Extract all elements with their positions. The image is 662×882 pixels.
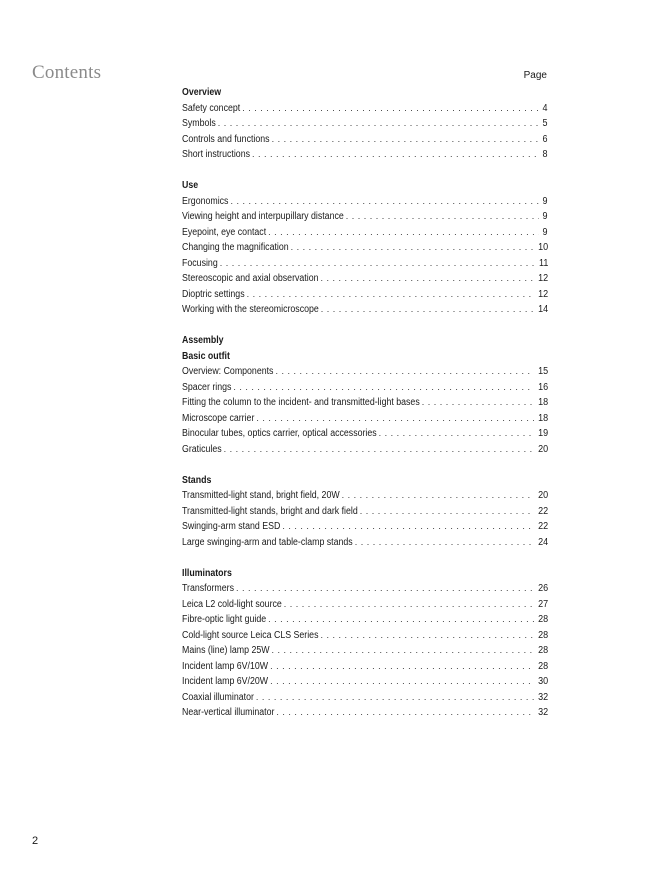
- toc-entry[interactable]: [182, 380, 548, 396]
- toc-entry-label: Transformers: [182, 583, 235, 594]
- dot-leader: [256, 411, 534, 427]
- toc-entry-label: Ergonomics: [182, 195, 229, 207]
- toc-entry-label-wrap: [182, 581, 234, 597]
- toc-entry-page: 18: [537, 397, 548, 408]
- dot-leader: [321, 302, 534, 318]
- toc-entry-label-wrap: [182, 597, 282, 613]
- toc-entry-label-wrap: [182, 194, 228, 210]
- toc-entry[interactable]: [182, 535, 548, 551]
- toc-entry-label: Transmitted-light stands, bright and dark field: [182, 505, 358, 517]
- toc-entry-page: 24: [537, 536, 548, 548]
- toc-entry-page: 14: [537, 304, 548, 315]
- toc-entry-page: 8: [542, 149, 548, 160]
- toc-entry[interactable]: [182, 519, 548, 535]
- dot-leader: [275, 364, 533, 380]
- section-title: Stands: [182, 474, 212, 486]
- toc-entry-page: 12: [537, 288, 548, 300]
- toc-entry-label-wrap: [182, 225, 266, 241]
- toc-section: [182, 473, 548, 551]
- dot-leader: [360, 504, 534, 520]
- toc-entry-label: Working with the stereomicroscope: [182, 304, 319, 315]
- toc-entry-label-wrap: [182, 364, 273, 380]
- toc-entry-label: Fibre-optic light guide: [182, 614, 267, 625]
- toc-entry-label-wrap: [182, 612, 266, 628]
- dot-leader: [282, 519, 534, 535]
- toc-entry[interactable]: [182, 643, 548, 659]
- dot-leader: [346, 209, 540, 225]
- toc-entry-page: 32: [537, 707, 548, 718]
- toc-entry-label-wrap: [182, 147, 250, 163]
- toc-entry-label-wrap: [182, 504, 358, 520]
- toc-entry-page: 16: [537, 381, 548, 393]
- toc-entry-page: 22: [537, 505, 548, 517]
- toc-entry[interactable]: [182, 302, 548, 318]
- toc-entry-label-wrap: [182, 519, 280, 535]
- dot-leader: [270, 674, 534, 690]
- toc-entry-label-wrap: [182, 132, 270, 148]
- dot-leader: [220, 256, 535, 272]
- toc-entry[interactable]: [182, 240, 548, 256]
- dot-leader: [342, 488, 534, 504]
- page-column-label: Page: [523, 70, 547, 81]
- page-number: 2: [32, 835, 39, 847]
- dot-leader: [247, 287, 534, 303]
- toc-entry-page: 18: [537, 412, 548, 424]
- toc-entry[interactable]: [182, 364, 548, 380]
- toc-section: [182, 566, 548, 721]
- page-title: Contents: [32, 62, 102, 83]
- toc-entry[interactable]: [182, 209, 548, 225]
- toc-entry-label: Dioptric settings: [182, 288, 245, 300]
- toc-entry[interactable]: [182, 612, 548, 628]
- toc-entry[interactable]: [182, 116, 548, 132]
- section-subtitle: Basic outfit: [182, 350, 230, 362]
- toc-entry[interactable]: [182, 426, 548, 442]
- toc-entry[interactable]: [182, 101, 548, 117]
- toc-entry-page: 11: [538, 257, 548, 269]
- section-title: Use: [182, 180, 199, 191]
- toc-entry-label: Near-vertical illuminator: [182, 707, 275, 718]
- dot-leader: [422, 395, 534, 411]
- dot-leader: [268, 612, 534, 628]
- toc-entry-label-wrap: [182, 411, 254, 427]
- toc-entry[interactable]: [182, 395, 548, 411]
- toc-entry-label-wrap: [182, 287, 245, 303]
- toc-entry[interactable]: [182, 194, 548, 210]
- toc-entry-page: 28: [537, 645, 548, 656]
- toc-entry-label: Focusing: [182, 257, 218, 269]
- toc-entry-page: 22: [537, 521, 548, 532]
- toc-entry-page: 28: [537, 614, 548, 625]
- toc-entry[interactable]: [182, 271, 548, 287]
- section-title: Assembly: [182, 335, 224, 346]
- toc-entry-label: Eyepoint, eye contact: [182, 226, 267, 238]
- toc-entry-label-wrap: [182, 628, 318, 644]
- toc-entry-page: 20: [537, 490, 548, 501]
- toc-entry-label-wrap: [182, 643, 270, 659]
- toc-entry-label: Stereoscopic and axial observation: [182, 273, 319, 284]
- dot-leader: [256, 690, 534, 706]
- dot-leader: [276, 705, 533, 721]
- toc-entry[interactable]: [182, 628, 548, 644]
- toc-entry-page: 5: [542, 118, 548, 129]
- toc-entry-label: Safety concept: [182, 102, 241, 114]
- toc-entry-label: Leica L2 cold-light source: [182, 598, 282, 610]
- toc-entry-label-wrap: [182, 690, 254, 706]
- dot-leader: [272, 643, 534, 659]
- toc-entry-label-wrap: [182, 395, 420, 411]
- toc-entry-page: 28: [537, 660, 548, 672]
- dot-leader: [320, 271, 533, 287]
- toc-entry-label: Binocular tubes, optics carrier, optical accessories: [182, 428, 377, 439]
- dot-leader: [268, 225, 539, 241]
- toc-entry-label: Graticules: [182, 443, 222, 455]
- toc-entry-label: Large swinging-arm and table-clamp stands: [182, 536, 353, 548]
- toc-entry-page: 9: [542, 226, 548, 238]
- toc-entry-page: 12: [537, 273, 548, 284]
- toc-section: [182, 333, 548, 457]
- toc-entry-label-wrap: [182, 116, 216, 132]
- toc-entry-page: 30: [537, 676, 548, 687]
- toc-entry-label-wrap: [182, 271, 318, 287]
- dot-leader: [284, 597, 534, 613]
- dot-leader: [270, 659, 534, 675]
- toc-entry-label-wrap: [182, 426, 377, 442]
- toc-entry-label: Transmitted-light stand, bright field, 20W: [182, 490, 340, 501]
- table-of-contents: [182, 85, 548, 736]
- toc-entry-label-wrap: [182, 659, 268, 675]
- toc-entry-label: Symbols: [182, 118, 216, 129]
- toc-entry-label: Microscope carrier: [182, 412, 255, 424]
- dot-leader: [233, 380, 533, 396]
- toc-entry-page: 15: [537, 366, 548, 377]
- toc-entry-label-wrap: [182, 380, 231, 396]
- toc-entry-page: 27: [537, 598, 548, 610]
- toc-entry-label: Fitting the column to the incident- and transmitted-light bases: [182, 397, 420, 408]
- toc-entry[interactable]: [182, 705, 548, 721]
- toc-entry-label-wrap: [182, 705, 274, 721]
- toc-entry[interactable]: [182, 147, 548, 163]
- toc-entry[interactable]: [182, 504, 548, 520]
- toc-entry-label-wrap: [182, 256, 218, 272]
- toc-entry-page: 4: [542, 102, 548, 114]
- toc-entry-label: Cold-light source Leica CLS Series: [182, 629, 319, 641]
- toc-entry[interactable]: [182, 287, 548, 303]
- toc-entry-label-wrap: [182, 674, 268, 690]
- toc-entry[interactable]: [182, 659, 548, 675]
- toc-entry-page: 19: [537, 428, 548, 439]
- toc-entry-label-wrap: [182, 442, 222, 458]
- toc-entry-page: 6: [542, 133, 548, 145]
- toc-entry-label: Short instructions: [182, 149, 250, 160]
- dot-leader: [291, 240, 534, 256]
- toc-entry[interactable]: [182, 581, 548, 597]
- section-title: Illuminators: [182, 567, 232, 579]
- toc-section: [182, 85, 548, 163]
- toc-entry[interactable]: [182, 442, 548, 458]
- toc-entry[interactable]: [182, 132, 548, 148]
- dot-leader: [272, 132, 540, 148]
- toc-entry[interactable]: [182, 488, 548, 504]
- section-title: Overview: [182, 87, 222, 98]
- toc-entry-label-wrap: [182, 101, 240, 117]
- toc-entry-label: Overview: Components: [182, 366, 274, 377]
- toc-entry-label-wrap: [182, 488, 340, 504]
- dot-leader: [218, 116, 540, 132]
- dot-leader: [252, 147, 539, 163]
- toc-entry-page: 20: [537, 443, 548, 455]
- toc-entry-page: 28: [537, 629, 548, 641]
- toc-entry-label-wrap: [182, 209, 344, 225]
- toc-entry-label: Spacer rings: [182, 381, 232, 393]
- toc-entry-label: Viewing height and interpupillary distance: [182, 211, 344, 222]
- toc-entry-page: 10: [537, 242, 548, 253]
- toc-entry-label-wrap: [182, 302, 319, 318]
- toc-entry[interactable]: [182, 597, 548, 613]
- dot-leader: [224, 442, 534, 458]
- toc-entry-page: 9: [542, 211, 548, 222]
- toc-section: [182, 178, 548, 318]
- toc-entry-label: Mains (line) lamp 25W: [182, 645, 270, 656]
- toc-entry-label: Controls and functions: [182, 133, 270, 145]
- toc-entry-label-wrap: [182, 535, 353, 551]
- toc-entry[interactable]: [182, 256, 548, 272]
- toc-entry-label: Coaxial illuminator: [182, 691, 254, 703]
- dot-leader: [242, 101, 539, 117]
- toc-entry-label-wrap: [182, 240, 289, 256]
- toc-entry-page: 9: [542, 195, 548, 207]
- dot-leader: [236, 581, 534, 597]
- toc-entry-label: Swinging-arm stand ESD: [182, 521, 281, 532]
- toc-entry-page: 32: [537, 691, 548, 703]
- dot-leader: [320, 628, 533, 644]
- dot-leader: [379, 426, 534, 442]
- toc-entry[interactable]: [182, 690, 548, 706]
- toc-entry-label: Changing the magnification: [182, 242, 289, 253]
- toc-entry[interactable]: [182, 674, 548, 690]
- dot-leader: [230, 194, 539, 210]
- toc-entry-page: 26: [537, 583, 548, 594]
- dot-leader: [355, 535, 534, 551]
- toc-entry[interactable]: [182, 411, 548, 427]
- toc-entry[interactable]: [182, 225, 548, 241]
- toc-entry-label: Incident lamp 6V/10W: [182, 660, 269, 672]
- toc-entry-label: Incident lamp 6V/20W: [182, 676, 269, 687]
